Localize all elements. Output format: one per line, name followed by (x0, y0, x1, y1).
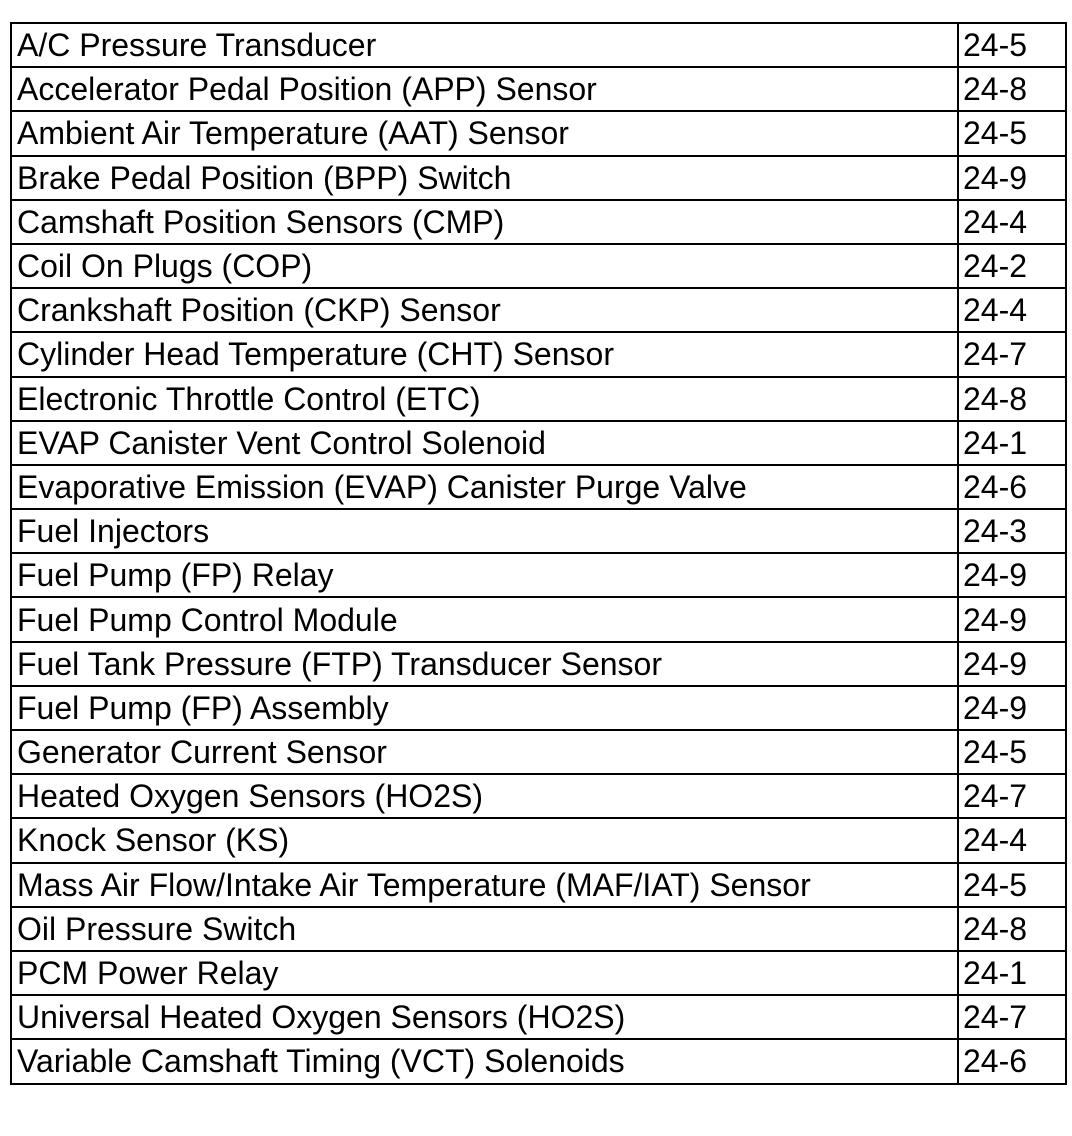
page-reference-cell: 24-1 (958, 951, 1066, 995)
table-row (11, 597, 1066, 641)
component-name-cell: Fuel Pump (FP) Assembly (11, 686, 958, 730)
page-reference-cell: 24-7 (958, 995, 1066, 1039)
component-name-cell: A/C Pressure Transducer (11, 23, 958, 67)
component-name-cell: Cylinder Head Temperature (CHT) Sensor (11, 332, 958, 376)
table-row (11, 509, 1066, 553)
component-name-cell: Variable Camshaft Timing (VCT) Solenoids (11, 1039, 958, 1083)
table-row (11, 774, 1066, 818)
page-reference-cell: 24-2 (958, 244, 1066, 288)
page-reference-cell: 24-9 (958, 156, 1066, 200)
page-reference-cell: 24-1 (958, 421, 1066, 465)
page-reference-cell: 24-5 (958, 23, 1066, 67)
table-row (11, 995, 1066, 1039)
page-reference-cell: 24-8 (958, 907, 1066, 951)
component-name-cell: Accelerator Pedal Position (APP) Sensor (11, 67, 958, 111)
page-reference-cell: 24-3 (958, 509, 1066, 553)
table-row (11, 244, 1066, 288)
component-name-cell: Fuel Pump (FP) Relay (11, 553, 958, 597)
page-reference-cell: 24-4 (958, 288, 1066, 332)
component-index-table-container (10, 22, 1065, 1085)
component-name-cell: PCM Power Relay (11, 951, 958, 995)
table-row (11, 288, 1066, 332)
component-name-cell: Ambient Air Temperature (AAT) Sensor (11, 111, 958, 155)
table-row (11, 553, 1066, 597)
component-name-cell: Fuel Injectors (11, 509, 958, 553)
page-reference-cell: 24-9 (958, 597, 1066, 641)
component-name-cell: Fuel Tank Pressure (FTP) Transducer Sensor (11, 642, 958, 686)
page-reference-cell: 24-9 (958, 642, 1066, 686)
page-reference-cell: 24-8 (958, 67, 1066, 111)
component-name-cell: Heated Oxygen Sensors (HO2S) (11, 774, 958, 818)
component-name-cell: Generator Current Sensor (11, 730, 958, 774)
component-index-table (10, 22, 1067, 1085)
component-name-cell: Knock Sensor (KS) (11, 818, 958, 862)
table-row (11, 200, 1066, 244)
table-row (11, 377, 1066, 421)
table-row (11, 863, 1066, 907)
page-reference-cell: 24-5 (958, 111, 1066, 155)
page-reference-cell: 24-4 (958, 818, 1066, 862)
page-reference-cell: 24-6 (958, 1039, 1066, 1083)
table-row (11, 156, 1066, 200)
page-reference-cell: 24-7 (958, 774, 1066, 818)
component-name-cell: Brake Pedal Position (BPP) Switch (11, 156, 958, 200)
table-row (11, 686, 1066, 730)
table-row (11, 465, 1066, 509)
page-reference-cell: 24-8 (958, 377, 1066, 421)
page-reference-cell: 24-4 (958, 200, 1066, 244)
table-row (11, 332, 1066, 376)
page-reference-cell: 24-6 (958, 465, 1066, 509)
table-row (11, 907, 1066, 951)
table-row (11, 642, 1066, 686)
table-row (11, 1039, 1066, 1083)
component-name-cell: Evaporative Emission (EVAP) Canister Purge Valve (11, 465, 958, 509)
page-reference-cell: 24-7 (958, 332, 1066, 376)
table-row (11, 730, 1066, 774)
page-reference-cell: 24-9 (958, 553, 1066, 597)
table-row (11, 111, 1066, 155)
component-index-body (11, 23, 1066, 1084)
page-reference-cell: 24-9 (958, 686, 1066, 730)
component-name-cell: Coil On Plugs (COP) (11, 244, 958, 288)
component-name-cell: Crankshaft Position (CKP) Sensor (11, 288, 958, 332)
component-name-cell: Mass Air Flow/Intake Air Temperature (MAF/IAT) Sensor (11, 863, 958, 907)
component-name-cell: Electronic Throttle Control (ETC) (11, 377, 958, 421)
component-name-cell: Camshaft Position Sensors (CMP) (11, 200, 958, 244)
table-row (11, 67, 1066, 111)
table-row (11, 818, 1066, 862)
page-reference-cell: 24-5 (958, 730, 1066, 774)
component-name-cell: EVAP Canister Vent Control Solenoid (11, 421, 958, 465)
component-name-cell: Oil Pressure Switch (11, 907, 958, 951)
component-name-cell: Fuel Pump Control Module (11, 597, 958, 641)
table-row (11, 421, 1066, 465)
table-row (11, 23, 1066, 67)
table-row (11, 951, 1066, 995)
page-reference-cell: 24-5 (958, 863, 1066, 907)
component-name-cell: Universal Heated Oxygen Sensors (HO2S) (11, 995, 958, 1039)
